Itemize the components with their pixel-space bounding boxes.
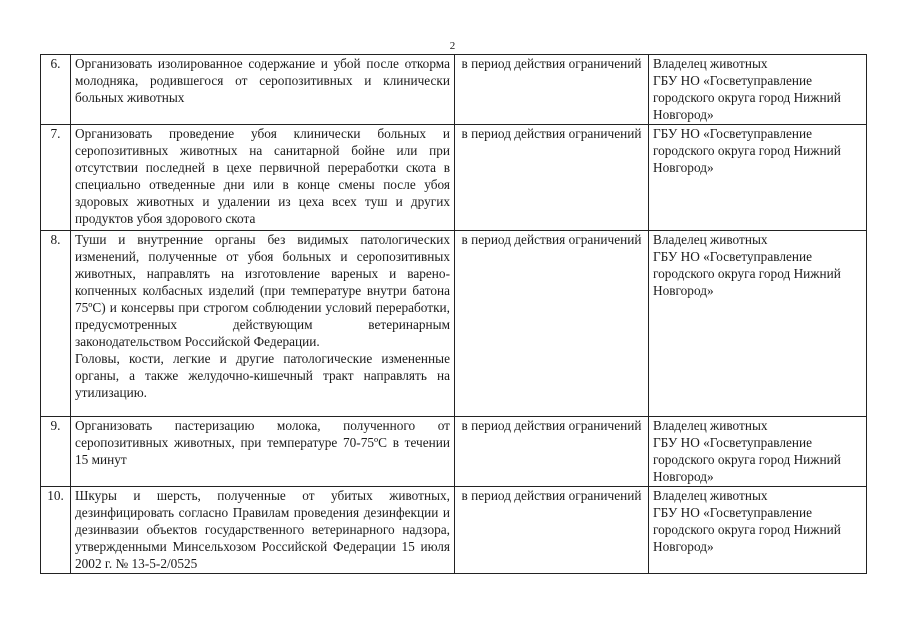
term-text: в период действия ограничений	[455, 417, 649, 487]
row-number: 7.	[41, 125, 71, 231]
responsible-line: ГБУ НО «Госветуправление городского округа город Нижний Новгород»	[653, 126, 841, 175]
measure-paragraph: Туши и внутренние органы без видимых патологических изменений, полученные от убоя больных и серопозитивных животных, направлять на изготовление вареных и варено-копченных колбасных изделий (при температуре внутри батона 75ºС) и консервы при строгом соблюдении условий переработки, предусмотренных действующим ветеринарным законодательством Российской Федерации.	[75, 232, 450, 349]
responsible-line: ГБУ НО «Госветуправление городского округа город Нижний Новгород»	[653, 505, 841, 554]
measures-table	[40, 54, 867, 574]
measure-text: Организовать пастеризацию молока, полученного от серопозитивных животных, при температуре 70-75ºС в течении 15 минут	[71, 417, 455, 487]
row-number: 8.	[41, 231, 71, 417]
responsible-cell	[649, 55, 867, 125]
responsible-cell	[649, 125, 867, 231]
responsible-line: ГБУ НО «Госветуправление городского округа город Нижний Новгород»	[653, 249, 841, 298]
measure-text: Организовать проведение убоя клинически больных и серопозитивных животных на санитарной бойне или при отсутствии последней в цехе первичной переработки скота в специально отведенные дни или в конце смены после убоя здоровых животных и удалении из цеха всех туш и других продуктов убоя здорового скота	[71, 125, 455, 231]
responsible-cell	[649, 231, 867, 417]
responsible-line: Владелец животных	[653, 418, 768, 433]
table-row	[41, 55, 867, 125]
responsible-line: Владелец животных	[653, 488, 768, 503]
row-number: 10.	[41, 487, 71, 574]
measure-text: Шкуры и шерсть, полученные от убитых животных, дезинфицировать согласно Правилам проведения дезинфекции и дезинвазии объектов государственного ветеринарного надзора, утвержденными Минсельхозом Российской Федерации 15 июля 2002 г. № 13-5-2/0525	[71, 487, 455, 574]
measure-text: Организовать изолированное содержание и убой после откорма молодняка, родившегося от серопозитивных и клинически больных животных	[71, 55, 455, 125]
responsible-line: ГБУ НО «Госветуправление городского округа город Нижний Новгород»	[653, 73, 841, 122]
row-number: 6.	[41, 55, 71, 125]
term-text: в период действия ограничений	[455, 487, 649, 574]
table-row	[41, 231, 867, 417]
term-text: в период действия ограничений	[455, 125, 649, 231]
responsible-line: Владелец животных	[653, 232, 768, 247]
row-number: 9.	[41, 417, 71, 487]
table-row	[41, 417, 867, 487]
measure-cell	[71, 231, 455, 417]
table-row	[41, 487, 867, 574]
measure-paragraph: Головы, кости, легкие и другие патологические измененные органы, а также желудочно-кишечный тракт направлять на утилизацию.	[75, 351, 450, 400]
responsible-line: Владелец животных	[653, 56, 768, 71]
responsible-line: ГБУ НО «Госветуправление городского округа город Нижний Новгород»	[653, 435, 841, 484]
table-row	[41, 125, 867, 231]
term-text: в период действия ограничений	[455, 55, 649, 125]
term-text: в период действия ограничений	[455, 231, 649, 417]
responsible-cell	[649, 417, 867, 487]
responsible-cell	[649, 487, 867, 574]
page-number: 2	[449, 40, 456, 52]
